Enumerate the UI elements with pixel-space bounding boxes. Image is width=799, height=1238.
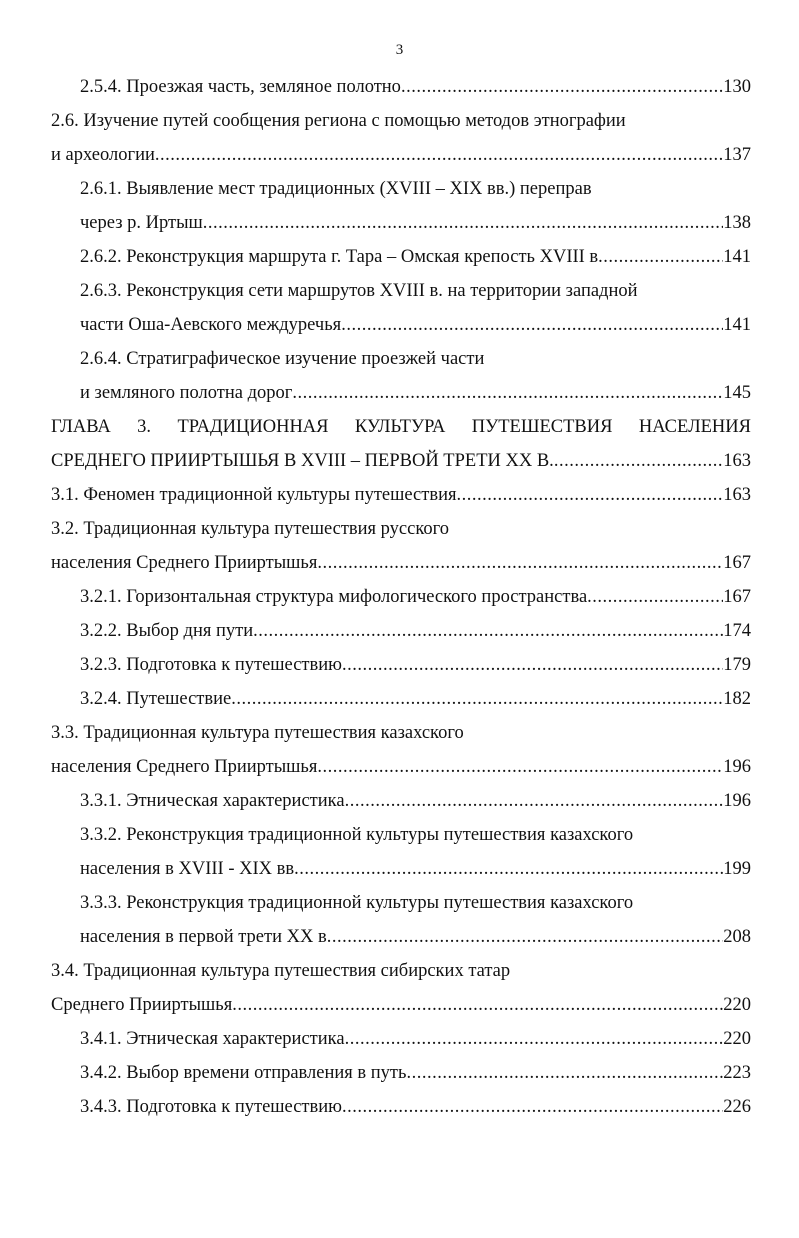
toc-entry-text: 3.2.4. Путешествие bbox=[80, 689, 232, 709]
toc-entry bbox=[80, 172, 751, 206]
toc-entry-text: 3.4.3. Подготовка к путешествию bbox=[80, 1097, 342, 1117]
leader-dots bbox=[406, 1056, 723, 1090]
chapter-heading-line bbox=[51, 444, 751, 478]
toc-entry-page: 163 bbox=[723, 451, 751, 471]
chapter-heading: ГЛАВА 3. ТРАДИЦИОННАЯ КУЛЬТУРА ПУТЕШЕСТВИЯ НАСЕЛЕНИЯ bbox=[51, 417, 751, 437]
toc-entry-page: 199 bbox=[723, 859, 751, 879]
toc-entry-page: 130 bbox=[723, 77, 751, 97]
toc-entry bbox=[80, 580, 751, 614]
toc-entry-text: 3.3.1. Этническая характеристика bbox=[80, 791, 345, 811]
toc-entry-page: 167 bbox=[723, 553, 751, 573]
toc-entry-text: 3.2.1. Горизонтальная структура мифологического пространства bbox=[80, 587, 588, 607]
toc-entry-page: 145 bbox=[723, 383, 751, 403]
toc-entry bbox=[51, 750, 751, 784]
toc-entry bbox=[80, 818, 751, 852]
toc-entry bbox=[51, 716, 751, 750]
toc-entry-page: 174 bbox=[723, 621, 751, 641]
toc-entry-page: 137 bbox=[723, 145, 751, 165]
leader-dots bbox=[231, 682, 723, 716]
toc-entry bbox=[80, 1022, 751, 1056]
toc-entry bbox=[51, 546, 751, 580]
toc-entry bbox=[80, 1090, 751, 1124]
leader-dots bbox=[292, 376, 723, 410]
toc-entry-text: Среднего Прииртышья bbox=[51, 995, 233, 1015]
toc-entry-text: 2.6.2. Реконструкция маршрута г. Тара – Омская крепость XVIII в bbox=[80, 247, 599, 267]
toc-entry-page: 223 bbox=[723, 1063, 751, 1083]
toc-entry-text: 3.2. Традиционная культура путешествия русского bbox=[51, 519, 450, 539]
leader-dots bbox=[587, 580, 723, 614]
toc-entry-page: 163 bbox=[723, 485, 751, 505]
toc-entry-text: населения в XVIII - XIX вв bbox=[80, 859, 295, 879]
toc-entry bbox=[80, 682, 751, 716]
toc-entry bbox=[80, 648, 751, 682]
toc-entry bbox=[80, 852, 751, 886]
toc-entry-text: 3.2.3. Подготовка к путешествию bbox=[80, 655, 342, 675]
toc-entry-text: 2.6. Изучение путей сообщения региона с помощью методов этнографии bbox=[51, 111, 626, 131]
toc-entry bbox=[80, 784, 751, 818]
toc-entry-page: 220 bbox=[723, 995, 751, 1015]
toc-entry-text: и археологии bbox=[51, 145, 155, 165]
leader-dots bbox=[598, 240, 723, 274]
toc-entry-page: 138 bbox=[723, 213, 751, 233]
toc-entry-page: 208 bbox=[723, 927, 751, 947]
toc-entry-text: 2.6.3. Реконструкция сети маршрутов XVIII в. на территории западной bbox=[80, 281, 638, 301]
toc-entry-page: 196 bbox=[723, 757, 751, 777]
toc-entry bbox=[51, 104, 751, 138]
leader-dots bbox=[345, 1022, 724, 1056]
toc-entry bbox=[51, 988, 751, 1022]
toc-entry-page: 182 bbox=[723, 689, 751, 709]
leader-dots bbox=[401, 70, 723, 104]
toc-entry bbox=[80, 70, 751, 104]
toc-entry-page: 167 bbox=[723, 587, 751, 607]
toc-entry-page: 141 bbox=[723, 315, 751, 335]
toc-entry-text: 3.3.3. Реконструкция традиционной культуры путешествия казахского bbox=[80, 893, 634, 913]
toc-entry-text: населения в первой трети XX в bbox=[80, 927, 327, 947]
toc-entry-text: 2.5.4. Проезжая часть, земляное полотно bbox=[80, 77, 401, 97]
toc-entry bbox=[80, 614, 751, 648]
toc-entry-text: 3.3.2. Реконструкция традиционной культуры путешествия казахского bbox=[80, 825, 634, 845]
toc-entry bbox=[80, 886, 751, 920]
leader-dots bbox=[456, 478, 723, 512]
toc-entry-text: населения Среднего Прииртышья bbox=[51, 553, 318, 573]
toc-entry-text: населения Среднего Прииртышья bbox=[51, 757, 318, 777]
toc-entry-text: части Оша-Аевского междуречья bbox=[80, 315, 342, 335]
leader-dots bbox=[342, 648, 723, 682]
toc-entry bbox=[51, 954, 751, 988]
toc-entry-page: 220 bbox=[723, 1029, 751, 1049]
leader-dots bbox=[317, 546, 723, 580]
leader-dots bbox=[317, 750, 723, 784]
toc-entry bbox=[80, 206, 751, 240]
leader-dots bbox=[554, 444, 723, 478]
toc-entry bbox=[80, 342, 751, 376]
leader-dots bbox=[253, 614, 723, 648]
leader-dots bbox=[155, 138, 723, 172]
toc-entry-text: 3.4.2. Выбор времени отправления в путь bbox=[80, 1063, 407, 1083]
leader-dots bbox=[232, 988, 723, 1022]
toc-entry-page: 179 bbox=[723, 655, 751, 675]
leader-dots bbox=[294, 852, 723, 886]
toc-entry bbox=[80, 274, 751, 308]
toc-entry bbox=[51, 138, 751, 172]
toc-entry-text: 3.4.1. Этническая характеристика bbox=[80, 1029, 345, 1049]
page-number: 3 bbox=[395, 42, 404, 58]
leader-dots bbox=[203, 206, 723, 240]
toc-entry bbox=[51, 478, 751, 512]
leader-dots bbox=[345, 784, 724, 818]
toc-entry bbox=[80, 308, 751, 342]
toc-entry bbox=[80, 376, 751, 410]
toc-entry-page: 196 bbox=[723, 791, 751, 811]
toc-entry-text: СРЕДНЕГО ПРИИРТЫШЬЯ В XVIII – ПЕРВОЙ ТРЕТИ XX В. bbox=[51, 451, 554, 471]
leader-dots bbox=[341, 308, 723, 342]
toc-entry-text: 3.3. Традиционная культура путешествия казахского bbox=[51, 723, 464, 743]
leader-dots bbox=[342, 1090, 723, 1124]
toc-entry-text: 2.6.1. Выявление мест традиционных (XVIII – XIX вв.) переправ bbox=[80, 179, 592, 199]
toc-entry-text: 3.1. Феномен традиционной культуры путешествия bbox=[51, 485, 457, 505]
toc-entry bbox=[51, 512, 751, 546]
toc-entry bbox=[80, 240, 751, 274]
toc-entry-page: 141 bbox=[723, 247, 751, 267]
leader-dots bbox=[327, 920, 724, 954]
toc-entry bbox=[80, 920, 751, 954]
toc-entry bbox=[80, 1056, 751, 1090]
toc-entry-text: через р. Иртыш bbox=[80, 213, 203, 233]
toc-entry-text: 3.2.2. Выбор дня пути bbox=[80, 621, 254, 641]
toc-entry-page: 226 bbox=[723, 1097, 751, 1117]
toc-entry-text: 2.6.4. Стратиграфическое изучение проезжей части bbox=[80, 349, 485, 369]
toc-entry-text: 3.4. Традиционная культура путешествия сибирских татар bbox=[51, 961, 511, 981]
toc-entry-text: и земляного полотна дорог bbox=[80, 383, 293, 403]
